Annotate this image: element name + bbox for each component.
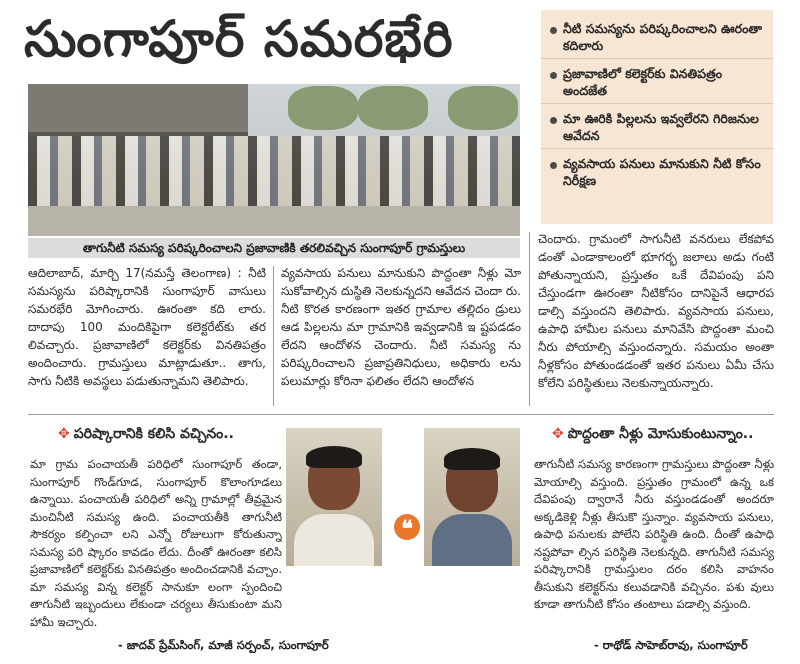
highlight-item [541, 14, 773, 59]
section-divider [28, 414, 774, 415]
highlight-item [541, 149, 773, 194]
bullet-icon [550, 27, 557, 34]
photo-crowd [28, 136, 520, 208]
highlights-box [541, 10, 773, 224]
highlight-item [541, 59, 773, 104]
quote-right-body: తాగునీటి సమస్య కారణంగా గ్రామస్తులు పొద్దంతా నీళ్లు మోయాల్సి వస్తుంది. ప్రస్తుతం గ్రామంలో ఉన్న ఒక దేవిపంపు ద్వారానే నీరు వస్తుండడంతో అందరూ అక్కడికెళ్లి నీళ్లు తీసుకొ స్తున్నాం. వ్యవసాయ పనులు, ఉపాధి పనులకు పోలేని పరిస్థితి ఉంది. దీంతో ఉపాధి నష్టపోవా ల్సిన పరిస్థితి నెలకున్నది. తాగునీటి సమస్య పరిష్కారానికి గ్రామస్తులం దరం కలిసి వాహనం తీసుకుని కలెక్టర్‌ను కలువడానికి వచ్చినం. పశు వులు కూడా తాగునీటి కోసం తంటాలు పడాల్సి వస్తుంది. [534, 457, 774, 611]
quote-right-heading [552, 426, 753, 445]
star-icon: ✥ [552, 426, 564, 442]
quote-left-heading [58, 426, 234, 445]
quote-left-signature: - జాదవ్ ప్రేమ్‌సింగ్, మాజీ సర్పంచ్, సుంగాపూర్ [118, 638, 329, 652]
article-column-1: ఆదిలాబాద్, మార్చి 17(నమస్తే తెలంగాణ) : నీటి సమస్యను పరిష్కారానికి సుంగాపూర్ వాసులు సమరభేరి మోగించారు. ఊరంతా కది లారు. దాదాపు 100 మందికిపైగా కలెక్టరేట్‌కు తర లివచ్చారు. ప్రజావాణిలో కలెక్టర్‌కు వినతిపత్రం అందించారు. గ్రామస్తులు మాట్లాడుతూ.. తాగు, సాగు నీటికి అవస్థలు పడుతున్నామని తెలిపారు. [28, 266, 266, 388]
article-column-3: చెందారు. గ్రామంలో సాగునీటి వనరులు లేకపోవ డంతో ఎండాకాలంలో భూగర్భ జలాలు అడు గంటి పోతున్నాయని, ప్రస్తుతం ఒకే దేవిపంపు పని చేస్తుండగా ఊరంతా నీటికోసం దానిపైనే ఆధారప డాల్సి వస్తుందని తెలిపారు. వ్యవసాయ పనులు, ఉపాధి హామీల పనులు మానివేసి పొద్దంతా మంచి నీరు పోయాల్సి వస్తుందన్నారు. సమయం అంతా నీళ్లకోసం పోతుండడంతో ఇతర పనులు ఏమీ చేసు కోలేని పరిస్థితులు నెలకున్నాయన్నారు. [538, 232, 774, 390]
quote-right-heading-text: పొద్దంతా నీళ్లు మోసుకుంటున్నాం.. [567, 426, 754, 442]
bullet-icon [550, 162, 557, 169]
photo-tree [288, 86, 358, 130]
portrait-body [432, 514, 513, 566]
quote-right-signature: - రాథోడ్ సాహెబ్‌రావు, సుంగాపూర్ [594, 638, 748, 652]
portrait-hair [306, 446, 362, 468]
quote-left-heading-text: పరిష్కారానికి కలిసి వచ్చినం.. [73, 426, 234, 442]
highlight-item [541, 104, 773, 149]
photo-road [28, 206, 520, 236]
photo-caption: తాగునీటి సమస్య పరిష్కరించాలని ప్రజావాణికి తరలివచ్చిన సుంగాపూర్ గ్రామస్తులు [28, 238, 520, 258]
portrait-body [294, 514, 375, 566]
article-column-2: వ్యవసాయ పనులు మానుకుని పొద్దంతా నీళ్లు మో సుకోవాల్సిన దుస్థితి నెలకున్నదని ఆవేదన చెందా రు. నీటి కొరత కారణంగా ఇతర గ్రామాల తల్లిదం డ్రులు ఆడ పిల్లలను మా గ్రామానికి ఇవ్వడానికి ఇ ష్టపడడం లేదని ఆందోళన చెందారు. నీటి సమస్య ను పరిష్కరించాలని ప్రజాప్రతినిధులు, అధికారు లను పలుమార్లు కోరినా ఫలితం లేదని ఆందోళన [281, 266, 521, 388]
quote-left-body: మా గ్రామ పంచాయతీ పరిధిలో సుంగాపూర్ తండా, సుంగాపూర్ గొండ్‌గూడ, సుంగాపూర్ కొలాంగూడలు ఉన్నాయి. పంచాయతీ పరిధిలో అన్ని గ్రామాల్లో తీవ్రమైన మంచినీటి సమస్య ఉంది. పంచాయతీకి తాగునీటి సౌకర్యం కల్పించా లని ఎన్నో రోజులుగా కోరుతున్నా సమస్య పరి ష్కారం కావడం లేదు. దీంతో ఊరంతా కలిసి ప్రజావాణిలో కలెక్టర్‌కు వినతిపత్రం అందించడానికి వచ్చాం. మా సమస్య విన్న కలెక్టర్ సానుకూ లంగా స్పందించి తాగునీటి ఇబ్బందులు లేకుండా చర్యలు తీసుకుంటా మని హామీ ఇచ్చారు. [30, 457, 282, 629]
portrait-photo-left [286, 428, 382, 566]
highlight-text: మా ఊరికి పిల్లలను ఇవ్వలేరని గిరిజనుల ఆవేదన [563, 111, 759, 143]
photo-tree [358, 86, 428, 130]
photo-tree [448, 86, 518, 130]
star-icon: ✥ [58, 426, 70, 442]
portrait-hair [444, 448, 500, 470]
column-divider [273, 266, 274, 406]
portrait-photo-right [424, 428, 520, 566]
column-divider [529, 232, 530, 406]
bullet-icon [550, 72, 557, 79]
crowd-photo [28, 84, 520, 236]
highlight-text: ప్రజావాణిలో కలెక్టర్‌కు వినతిపత్రం అందజేత [563, 66, 723, 98]
headline: సుంగాపూర్ సమరభేరి [24, 10, 454, 68]
bullet-icon [550, 117, 557, 124]
photo-building [28, 84, 248, 136]
quote-icon: ❝ [394, 514, 420, 540]
highlight-text: నీటి సమస్యను పరిష్కరించాలని ఊరంతా కదిలారు [563, 21, 763, 53]
highlight-text: వ్యవసాయ పనులు మానుకుని నీటి కోసం నిరీక్షణ [563, 156, 761, 188]
